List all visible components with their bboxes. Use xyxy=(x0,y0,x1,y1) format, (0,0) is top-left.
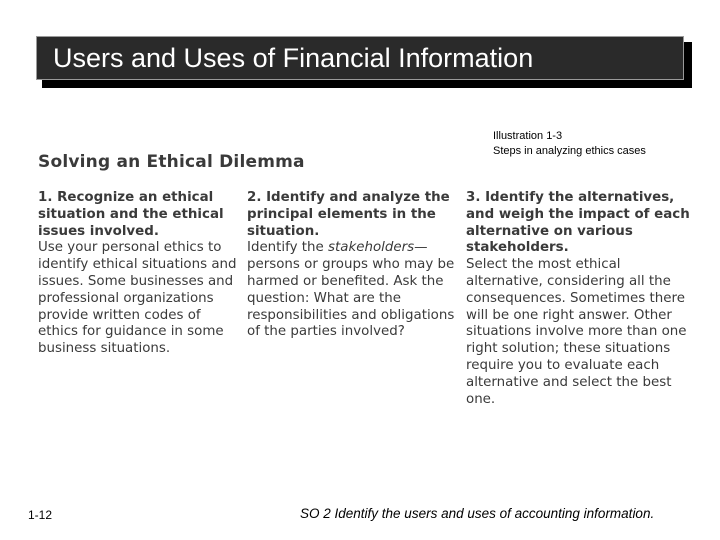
illustration-caption xyxy=(493,129,646,159)
step-2-body-emphasis: stakeholders xyxy=(328,240,415,256)
slide-number: 1-12 xyxy=(28,508,53,522)
step-2-column xyxy=(247,190,462,341)
step-3-heading: 3. Identify the alternatives, and weigh the impact of each alternative on various stakeholders. xyxy=(466,190,690,256)
step-2-heading: 2. Identify and analyze the principal elements in the situation. xyxy=(247,190,450,239)
title-bar xyxy=(36,36,684,80)
illustration-label: Illustration 1-3 xyxy=(493,130,563,142)
study-objective: SO 2 Identify the users and uses of accounting information. xyxy=(300,506,655,521)
dilemma-heading: Solving an Ethical Dilemma xyxy=(38,152,305,172)
step-3-column xyxy=(466,190,698,408)
step-2-body-end: —persons or groups who may be harmed or benefited. Ask the question: What are the responsibilities and obligations of the parties involved? xyxy=(247,240,455,340)
step-1-column xyxy=(38,190,243,358)
step-2-body xyxy=(247,240,462,341)
step-2-body-start: Identify the xyxy=(247,240,329,256)
step-3-body: Select the most ethical alternative, considering all the consequences. Sometimes there will be one right answer. Other situations involve more than one right solution; these situations require you to evaluate each alternative and select the best one. xyxy=(466,257,687,407)
slide-title: Users and Uses of Financial Information xyxy=(53,42,534,73)
illustration-description: Steps in analyzing ethics cases xyxy=(493,145,646,157)
step-1-heading: 1. Recognize an ethical situation and the ethical issues involved. xyxy=(38,190,224,239)
step-1-body: Use your personal ethics to identify ethical situations and issues. Some businesses and professional organizations provide written codes of ethics for guidance in some business situations. xyxy=(38,240,237,357)
